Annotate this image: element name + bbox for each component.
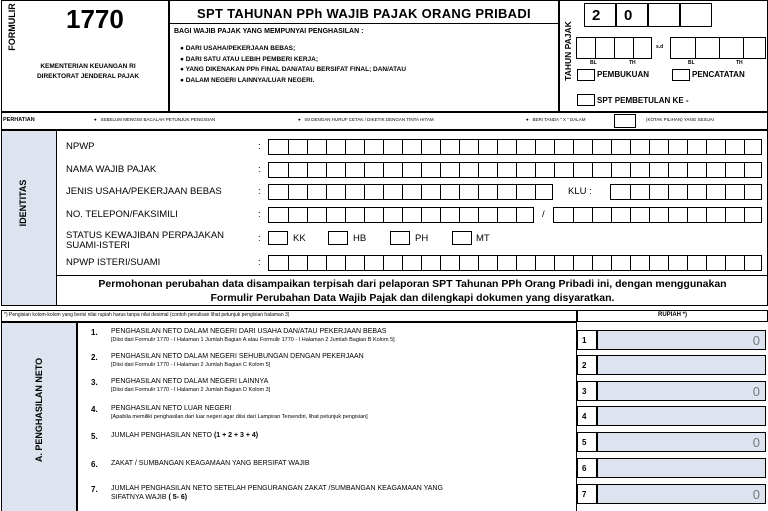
rupiah-header-label: RUPIAH *) <box>657 312 687 318</box>
item-number: 6. <box>91 460 98 469</box>
pencatatan-label: PENCATATAN <box>692 70 745 79</box>
jenis-usaha-input[interactable] <box>268 184 553 200</box>
period-start[interactable] <box>576 37 652 59</box>
bullet-item: ● DARI USAHA/PEKERJAAN BEBAS; <box>180 45 296 52</box>
pembetulan-number[interactable] <box>714 93 766 107</box>
colon: : <box>258 164 261 175</box>
item-7-title-line2: SIFATNYA WAJIB ( 5- 6) <box>111 494 188 501</box>
perhatian-label: PERHATIAN <box>3 117 35 123</box>
title-divider <box>169 23 559 24</box>
year-digit-1[interactable]: 2 <box>584 3 616 27</box>
identitas-inner-divider <box>57 275 768 276</box>
kk-label: KK <box>293 233 306 244</box>
colon: : <box>258 141 261 152</box>
item-5-amount[interactable]: 0 <box>597 432 766 452</box>
ministry-line1: KEMENTERIAN KEUANGAN RI <box>40 63 136 70</box>
colon: : <box>258 257 261 268</box>
box-number-2: 2 <box>577 355 597 375</box>
item-2-amount[interactable] <box>597 355 766 375</box>
pencatatan-checkbox[interactable] <box>672 69 690 81</box>
box-number-6: 6 <box>577 458 597 478</box>
period-end[interactable] <box>670 37 766 59</box>
item-6-title: ZAKAT / SUMBANGAN KEAGAMAAN YANG BERSIFAT WAJIB <box>111 460 310 467</box>
perhatian-note-1: ● SEBELUM MENGISI BACALAH PETUNJUK PENGISIAN <box>94 117 216 122</box>
bullet-list <box>180 44 406 86</box>
item-number: 4. <box>91 405 98 414</box>
form-subtitle: BAGI WAJIB PAJAK YANG MEMPUNYAI PENGHASILAN : <box>174 28 364 35</box>
telepon-input[interactable] <box>268 207 534 223</box>
perhatian-note-4: (KOTAK PILIHAN) YANG SESUAI <box>646 117 715 122</box>
th-label-2: TH <box>736 60 743 66</box>
nama-input[interactable] <box>268 162 762 178</box>
ph-checkbox[interactable] <box>390 231 410 245</box>
box-number-1: 1 <box>577 330 597 350</box>
bl-label-1: BL <box>590 60 597 66</box>
telepon-slash: / <box>542 209 545 220</box>
item-number: 3. <box>91 378 98 387</box>
pembukuan-label: PEMBUKUAN <box>597 70 649 79</box>
formulir-label: FORMULIR <box>7 3 17 51</box>
hb-checkbox[interactable] <box>328 231 348 245</box>
year-digit-4[interactable] <box>680 3 712 27</box>
tahun-pajak-label: TAHUN PAJAK <box>563 21 573 81</box>
item-3-title: PENGHASILAN NETO DALAM NEGERI LAINNYA <box>111 378 269 385</box>
ph-label: PH <box>415 233 429 244</box>
npwp-isteri-label: NPWP ISTERI/SUAMI <box>66 257 161 268</box>
sd-label: s.d <box>656 44 664 50</box>
th-label-1: TH <box>629 60 636 66</box>
item-2-subtitle: [Diisi dari Formulir 1770 - I Halaman 2 Jumlah Bagian C Kolom 5] <box>111 362 271 368</box>
item-1-title: PENGHASILAN NETO DALAM NEGERI DARI USAHA DAN/ATAU PEKERJAAN BEBAS <box>111 328 387 335</box>
pembetulan-checkbox[interactable] <box>577 94 595 106</box>
item-number: 1. <box>91 328 98 337</box>
faksimili-input[interactable] <box>553 207 762 223</box>
item-4-title: PENGHASILAN NETO LUAR NEGERI <box>111 405 232 412</box>
item-4-amount[interactable] <box>597 406 766 426</box>
klu-label: KLU : <box>568 186 592 197</box>
npwp-input[interactable] <box>268 139 762 155</box>
bullet-item: ● DALAM NEGERI LAINNYA/LUAR NEGERI. <box>180 76 315 84</box>
item-4-subtitle: [Apabila memiliki penghasilan dari luar negeri agar diisi dari Lampiran Tersendiri, lihat petunjuk pengisian] <box>111 414 368 420</box>
bullet-item: ● YANG DIKENAKAN PPh FINAL DAN/ATAU BERSIFAT FINAL; DAN/ATAU <box>180 66 407 73</box>
identitas-label: IDENTITAS <box>18 179 28 227</box>
perubahan-data-notice-2: Formulir Perubahan Data Wajib Pajak dan dilengkapi dokumen yang disyaratkan. <box>210 292 615 304</box>
nama-label: NAMA WAJIB PAJAK <box>66 164 157 175</box>
form-number: 1770 <box>66 4 124 34</box>
colon: : <box>258 233 261 244</box>
perhatian-note-3: ● BERI TANDA " X " DALAM <box>526 117 586 122</box>
item-6-amount[interactable] <box>597 458 766 478</box>
item-7-title: JUMLAH PENGHASILAN NETO SETELAH PENGURANGAN ZAKAT /SUMBANGAN KEAGAMAAN YANG <box>111 485 443 492</box>
identitas-side <box>1 130 57 306</box>
bullet-item: ● DARI SATU ATAU LEBIH PEMBERI KERJA; <box>180 55 319 63</box>
bl-label-2: BL <box>688 60 695 66</box>
item-1-subtitle: [Diisi dari Formulir 1770 - I Halaman 1 Jumlah Bagian A atau Formulir 1770 - I Halaman 2 Jumlah Bagian B Kolom 5] <box>111 337 395 343</box>
rupiah-instruction: *) Pengisian kolom-kolom yang berisi nilai rupiah harus tanpa nilai desimal (contoh penulisan lihat petunjuk pengisian halaman 3) <box>4 312 290 318</box>
ministry-line2: DIREKTORAT JENDERAL PAJAK <box>36 73 140 80</box>
colon: : <box>258 209 261 220</box>
year-digit-2[interactable]: 0 <box>616 3 648 27</box>
mt-label: MT <box>476 233 490 244</box>
kk-checkbox[interactable] <box>268 231 288 245</box>
hb-label: HB <box>353 233 367 244</box>
npwp-label: NPWP <box>66 141 95 152</box>
perhatian-note-2: ● ISI DENGAN HURUF CETAK / DIKETIK DENGAN TINTA HITAM <box>298 117 434 122</box>
box-number-4: 4 <box>577 406 597 426</box>
pembukuan-checkbox[interactable] <box>577 69 595 81</box>
item-3-subtitle: [Diisi dari Formulir 1770 - I Halaman 2 Jumlah Bagian D Kolom 3] <box>111 387 271 393</box>
form-title: SPT TAHUNAN PPh WAJIB PAJAK ORANG PRIBADI <box>197 6 531 21</box>
jenis-usaha-label: JENIS USAHA/PEKERJAAN BEBAS <box>66 186 222 197</box>
penghasilan-neto-label: A. PENGHASILAN NETO <box>34 357 44 463</box>
box-number-3: 3 <box>577 381 597 401</box>
item-3-amount[interactable]: 0 <box>597 381 766 401</box>
item-1-amount[interactable]: 0 <box>597 330 766 350</box>
npwp-isteri-input[interactable] <box>268 255 762 271</box>
year-digit-3[interactable] <box>648 3 680 27</box>
item-5-title: JUMLAH PENGHASILAN NETO (1 + 2 + 3 + 4) <box>111 432 259 439</box>
perhatian-example-box <box>614 114 636 128</box>
item-number: 2. <box>91 353 98 362</box>
telepon-label: NO. TELEPON/FAKSIMILI <box>66 209 178 220</box>
status-label-2: SUAMI-ISTERI <box>66 240 130 251</box>
perubahan-data-notice-1: Permohonan perubahan data disampaikan terpisah dari pelaporan SPT Tahunan PPh Orang Pribadi ini, dengan menggunakan <box>98 278 727 290</box>
status-label-1: STATUS KEWAJIBAN PERPAJAKAN <box>66 230 225 241</box>
mt-checkbox[interactable] <box>452 231 472 245</box>
item-7-amount[interactable]: 0 <box>597 484 766 504</box>
pembetulan-label: SPT PEMBETULAN KE - <box>597 96 689 105</box>
item-2-title: PENGHASILAN NETO DALAM NEGERI SEHUBUNGAN DENGAN PEKERJAAN <box>111 353 364 360</box>
item-number: 5. <box>91 432 98 441</box>
box-number-5: 5 <box>577 432 597 452</box>
item-number: 7. <box>91 485 98 494</box>
klu-input[interactable] <box>610 184 762 200</box>
colon: : <box>258 186 261 197</box>
box-number-7: 7 <box>577 484 597 504</box>
